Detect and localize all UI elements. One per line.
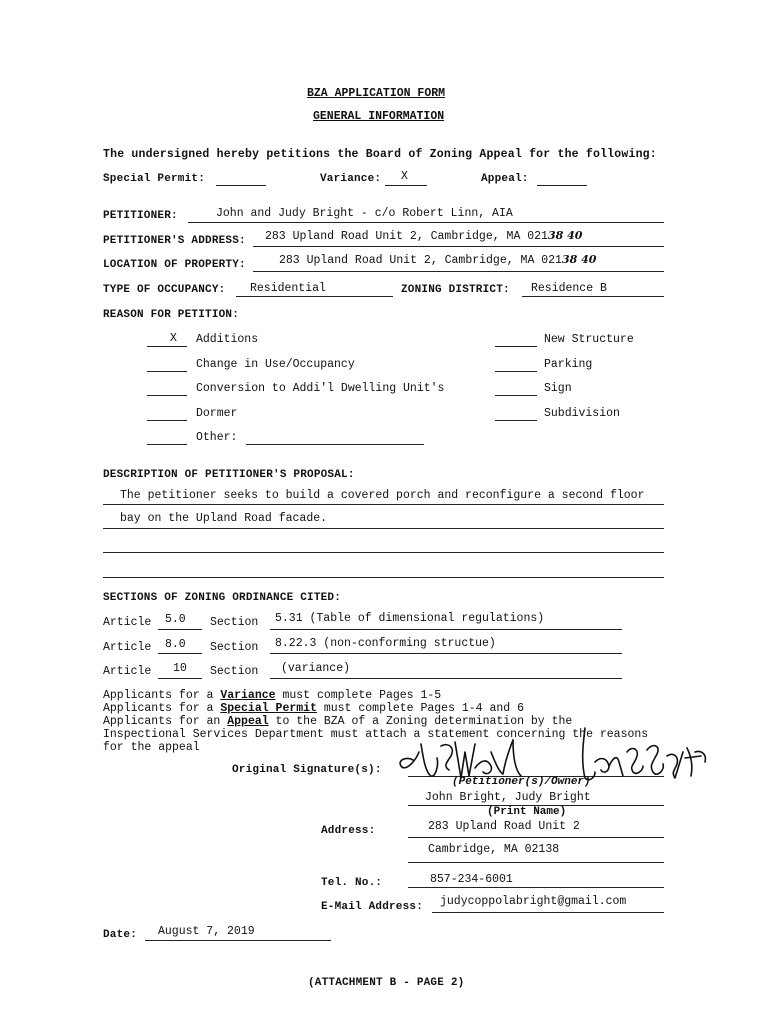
reason-label-conversion: Conversion to Addi'l Dwelling Unit's: [196, 382, 445, 395]
petitioner-value: John and Judy Bright - c/o Robert Linn, AIA: [216, 207, 513, 220]
article-label-1: Article: [103, 616, 152, 629]
article-value-2: 8.0: [165, 638, 186, 651]
petitioner-address-value: 283 Upland Road Unit 2, Cambridge, MA 02138 40: [265, 229, 583, 243]
reason-label-change-use: Change in Use/Occupancy: [196, 358, 355, 371]
special-permit-label: Special Permit:: [103, 173, 206, 185]
address-label: Address:: [321, 825, 376, 837]
zoning-district-label: ZONING DISTRICT:: [401, 284, 510, 296]
appeal-field[interactable]: [537, 185, 587, 186]
reason-label-additions: Additions: [196, 333, 259, 346]
date-label: Date:: [103, 929, 138, 941]
section-label-3: Section: [210, 665, 259, 678]
reason-checkbox-dormer[interactable]: [147, 420, 187, 421]
print-name-label: (Print Name): [487, 806, 567, 818]
section-value-2: 8.22.3 (non-conforming structue): [275, 637, 496, 650]
article-value-1: 5.0: [165, 613, 186, 626]
instruction-variance: Applicants for a Variance must complete Pages 1-5: [103, 689, 442, 702]
form-subtitle: GENERAL INFORMATION: [313, 110, 445, 123]
email-field[interactable]: [432, 912, 664, 913]
form-title: BZA APPLICATION FORM: [307, 87, 446, 100]
article-value-3: 10: [173, 662, 187, 675]
article-label-3: Article: [103, 665, 152, 678]
reason-checkbox-change-use[interactable]: [147, 371, 187, 372]
email-value: judycoppolabright@gmail.com: [440, 895, 627, 908]
proposal-line-2: bay on the Upland Road facade.: [120, 512, 328, 525]
handwritten-zip-correction-2: 38 40: [561, 253, 597, 266]
address-field-1[interactable]: [408, 837, 664, 838]
reason-checkbox-new-structure[interactable]: [495, 346, 537, 347]
article-label-2: Article: [103, 641, 152, 654]
variance-label: Variance:: [320, 173, 382, 185]
occupancy-field[interactable]: [236, 296, 393, 297]
reason-label-subdivision: Subdivision: [544, 407, 620, 420]
instruction-statement: Inspectional Services Department must attach a statement concerning the reasons: [103, 728, 649, 741]
page-footer: (ATTACHMENT B - PAGE 2): [308, 977, 465, 989]
reason-label: REASON FOR PETITION:: [103, 309, 240, 321]
date-value: August 7, 2019: [158, 925, 255, 938]
instruction-special-permit: Applicants for a Special Permit must complete Pages 1-4 and 6: [103, 702, 524, 715]
petitioner-field[interactable]: [188, 222, 664, 223]
article-field-1[interactable]: [158, 629, 202, 630]
tel-field[interactable]: [408, 887, 664, 888]
reason-checkbox-additions[interactable]: [147, 346, 187, 347]
print-name-value: John Bright, Judy Bright: [425, 791, 591, 804]
appeal-label: Appeal:: [481, 173, 529, 185]
variance-field[interactable]: [385, 185, 427, 186]
address-line-1: 283 Upland Road Unit 2: [428, 820, 580, 833]
proposal-field-line-4[interactable]: [103, 577, 664, 578]
reason-label-new-structure: New Structure: [544, 333, 634, 346]
occupancy-label: TYPE OF OCCUPANCY:: [103, 284, 226, 296]
proposal-label: DESCRIPTION OF PETITIONER'S PROPOSAL:: [103, 469, 355, 481]
occupancy-value: Residential: [250, 282, 326, 295]
handwritten-signature: [395, 722, 727, 790]
reason-checkbox-sign[interactable]: [495, 395, 537, 396]
instruction-appeal: Applicants for an Appeal to the BZA of a Zoning determination by the: [103, 715, 573, 728]
section-field-3[interactable]: [270, 678, 622, 679]
reason-label-other: Other:: [196, 431, 238, 444]
location-field[interactable]: [253, 271, 664, 272]
tel-value: 857-234-6001: [430, 873, 513, 886]
section-value-3: (variance): [281, 662, 351, 675]
variance-value: X: [401, 170, 408, 183]
zoning-district-field[interactable]: [522, 296, 664, 297]
location-label: LOCATION OF PROPERTY:: [103, 259, 246, 271]
proposal-field-line-2[interactable]: [103, 528, 664, 529]
intro-text: The undersigned hereby petitions the Board of Zoning Appeal for the following:: [103, 148, 657, 161]
petitioner-label: PETITIONER:: [103, 210, 178, 222]
address-field-2[interactable]: [408, 862, 664, 863]
section-label-1: Section: [210, 616, 259, 629]
petitioner-address-label: PETITIONER'S ADDRESS:: [103, 235, 246, 247]
proposal-field-line-3[interactable]: [103, 552, 664, 553]
reason-mark-additions: X: [170, 332, 177, 345]
address-line-2: Cambridge, MA 02138: [428, 843, 560, 856]
zoning-district-value: Residence B: [531, 282, 607, 295]
section-field-1[interactable]: [270, 629, 622, 630]
section-field-2[interactable]: [270, 653, 622, 654]
reason-checkbox-other[interactable]: [147, 444, 187, 445]
handwritten-zip-correction: 38 40: [547, 229, 583, 242]
date-field[interactable]: [145, 940, 331, 941]
reason-label-parking: Parking: [544, 358, 593, 371]
proposal-field-line-1[interactable]: [103, 504, 664, 505]
reason-checkbox-conversion[interactable]: [147, 395, 187, 396]
reason-label-sign: Sign: [544, 382, 572, 395]
section-value-1: 5.31 (Table of dimensional regulations): [275, 612, 545, 625]
location-value: 283 Upland Road Unit 2, Cambridge, MA 02138 40: [279, 253, 597, 267]
special-permit-field[interactable]: [216, 185, 266, 186]
instruction-reasons: for the appeal: [103, 741, 200, 754]
reason-other-field[interactable]: [246, 444, 424, 445]
reason-label-dormer: Dormer: [196, 407, 238, 420]
signature-label: Original Signature(s):: [232, 764, 382, 776]
article-field-2[interactable]: [158, 653, 202, 654]
proposal-line-1: The petitioner seeks to build a covered porch and reconfigure a second floor: [120, 489, 645, 502]
section-label-2: Section: [210, 641, 259, 654]
email-label: E-Mail Address:: [321, 901, 424, 913]
article-field-3[interactable]: [158, 678, 202, 679]
signature-role-label: (Petitioner(s)/Owner): [452, 776, 591, 788]
tel-label: Tel. No.:: [321, 877, 383, 889]
petitioner-address-field[interactable]: [253, 246, 664, 247]
reason-checkbox-parking[interactable]: [495, 371, 537, 372]
reason-checkbox-subdivision[interactable]: [495, 420, 537, 421]
ordinance-label: SECTIONS OF ZONING ORDINANCE CITED:: [103, 592, 342, 604]
